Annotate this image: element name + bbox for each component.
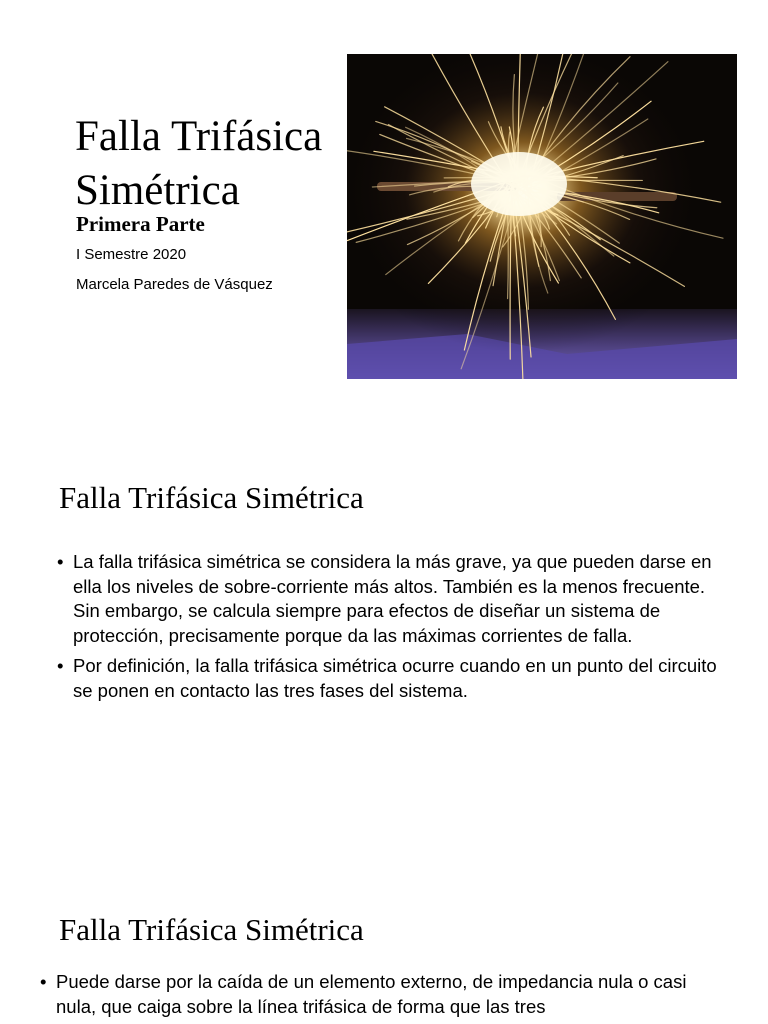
sparks-photo xyxy=(347,54,737,379)
bullet-text: Puede darse por la caída de un elemento externo, de impedancia nula o casi nula, que caiga sobre la línea trifásica de forma que las tres xyxy=(56,971,687,1017)
slide-heading: Falla Trifásica Simétrica xyxy=(59,480,364,515)
list-item xyxy=(40,970,720,1019)
semester-text: I Semestre 2020 xyxy=(76,246,187,263)
slide-title-heading xyxy=(75,110,365,218)
title-line-1: Falla Trifásica xyxy=(75,113,323,160)
author-text: Marcela Paredes de Vásquez xyxy=(76,276,273,293)
slide-heading: Falla Trifásica Simétrica xyxy=(59,912,364,947)
bullet-icon: • xyxy=(57,655,64,676)
bullet-list xyxy=(40,970,720,1024)
list-item xyxy=(57,550,717,648)
bullet-icon: • xyxy=(57,551,64,572)
title-line-2: Simétrica xyxy=(75,167,240,214)
slide-title xyxy=(0,0,768,432)
slide-definition xyxy=(0,432,768,864)
bullet-icon: • xyxy=(40,971,47,992)
bullet-list xyxy=(57,550,717,709)
bullet-text: La falla trifásica simétrica se considera la más grave, ya que pueden darse en ella los niveles de sobre-corriente más altos. También es la menos frecuente. Sin embargo, se calcula siempre para efectos de diseñar un sistema de protección, precisamente porque da las máximas corrientes de falla. xyxy=(73,551,712,646)
subtitle: Primera Parte xyxy=(76,212,205,236)
slide-causes xyxy=(0,864,768,1024)
bullet-text: Por definición, la falla trifásica simétrica ocurre cuando en un punto del circuito se ponen en contacto las tres fases del sistema. xyxy=(73,655,717,701)
list-item xyxy=(57,654,717,703)
